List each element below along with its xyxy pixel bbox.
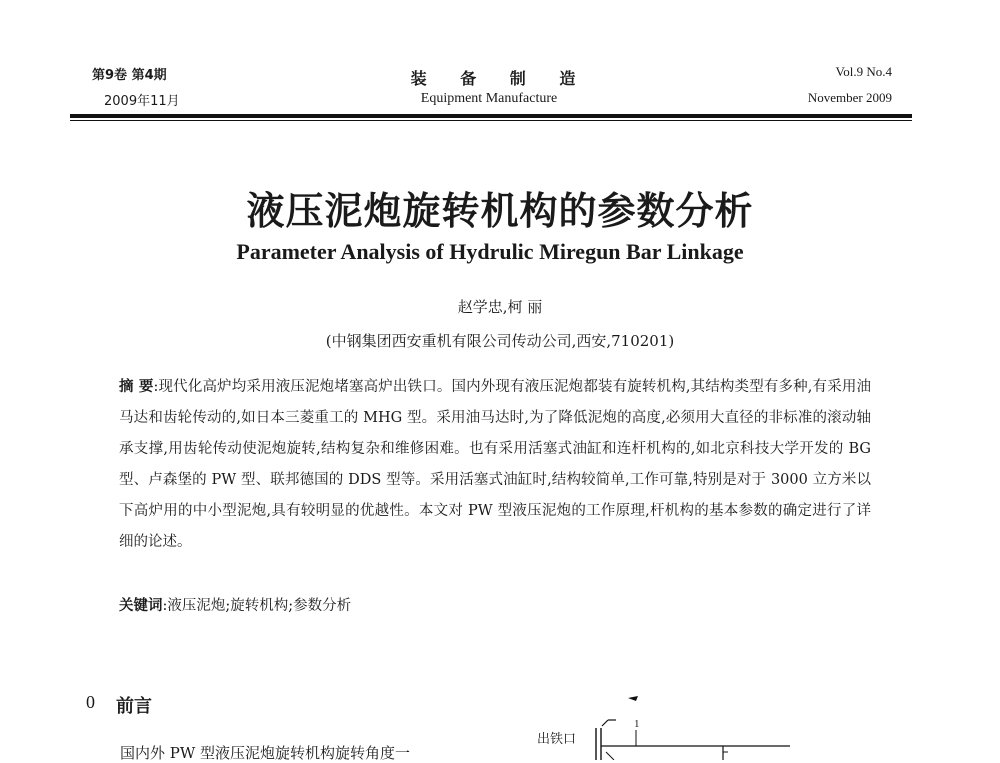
journal-volume-en: Vol.9 No.4	[835, 64, 892, 79]
mechanism-figure	[560, 690, 820, 760]
journal-date-en: November 2009	[807, 90, 892, 105]
header-rule-thin	[70, 120, 912, 121]
body-text-line: 国内外 PW 型液压泥炮旋转机构旋转角度一	[120, 744, 411, 762]
keywords-text: :液压泥炮;旋转机构;参数分析	[162, 598, 352, 614]
journal-date-cn: 2009年11月	[104, 94, 180, 109]
paper-affiliation: (中钢集团西安重机有限公司传动公司,西安,710201)	[325, 332, 675, 350]
figure-mark	[628, 696, 638, 701]
section-number: 0	[86, 692, 95, 712]
keywords-label: 关键词	[119, 598, 163, 614]
paper-title-en: Parameter Analysis of Hydrulic Miregun Bar Linkage	[236, 239, 744, 264]
figure-part-number: 1	[634, 718, 640, 730]
abstract	[119, 372, 871, 558]
journal-name-cn: 装 备 制 造	[410, 69, 590, 88]
journal-volume-cn: 第9卷 第4期	[92, 68, 167, 83]
section-title: 前言	[116, 696, 152, 717]
abstract-label: 摘 要	[119, 379, 154, 395]
journal-name-en: Equipment Manufacture	[420, 91, 558, 106]
paper-title-cn: 液压泥炮旋转机构的参数分析	[246, 189, 754, 233]
header-rule-thick	[70, 114, 912, 118]
figure-label-tap-hole: 出铁口	[537, 732, 577, 747]
keywords	[119, 594, 871, 615]
abstract-text: :现代化高炉均采用液压泥炮堵塞高炉出铁口。国内外现有液压泥炮都装有旋转机构,其结构类型有多种,有采用油马达和齿轮传动的,如日本三菱重工的 MHG 型。采用油马达时,为了降低泥炮的高度,必须用大直径的非标准的滚动轴承支撑,用齿轮传动使泥炮旋转,结构复杂和维修困难。也有采用活塞式油缸和连杆机构的,如北京科技大学开发的 BG 型、卢森堡的 PW 型、联邦德国的 DDS 型等。采用活塞式油缸时,结构较简单,工作可靠,特别是对于 3000 立方米以下高炉用的中小型泥炮,具有较明显的优越性。本文对 PW 型液压泥炮的工作原理,杆机构的基本参数的确定进行了详细的论述。	[119, 379, 871, 550]
figure-line	[606, 752, 614, 760]
paper-authors: 赵学忠,柯 丽	[457, 298, 543, 316]
figure-line	[602, 720, 608, 726]
